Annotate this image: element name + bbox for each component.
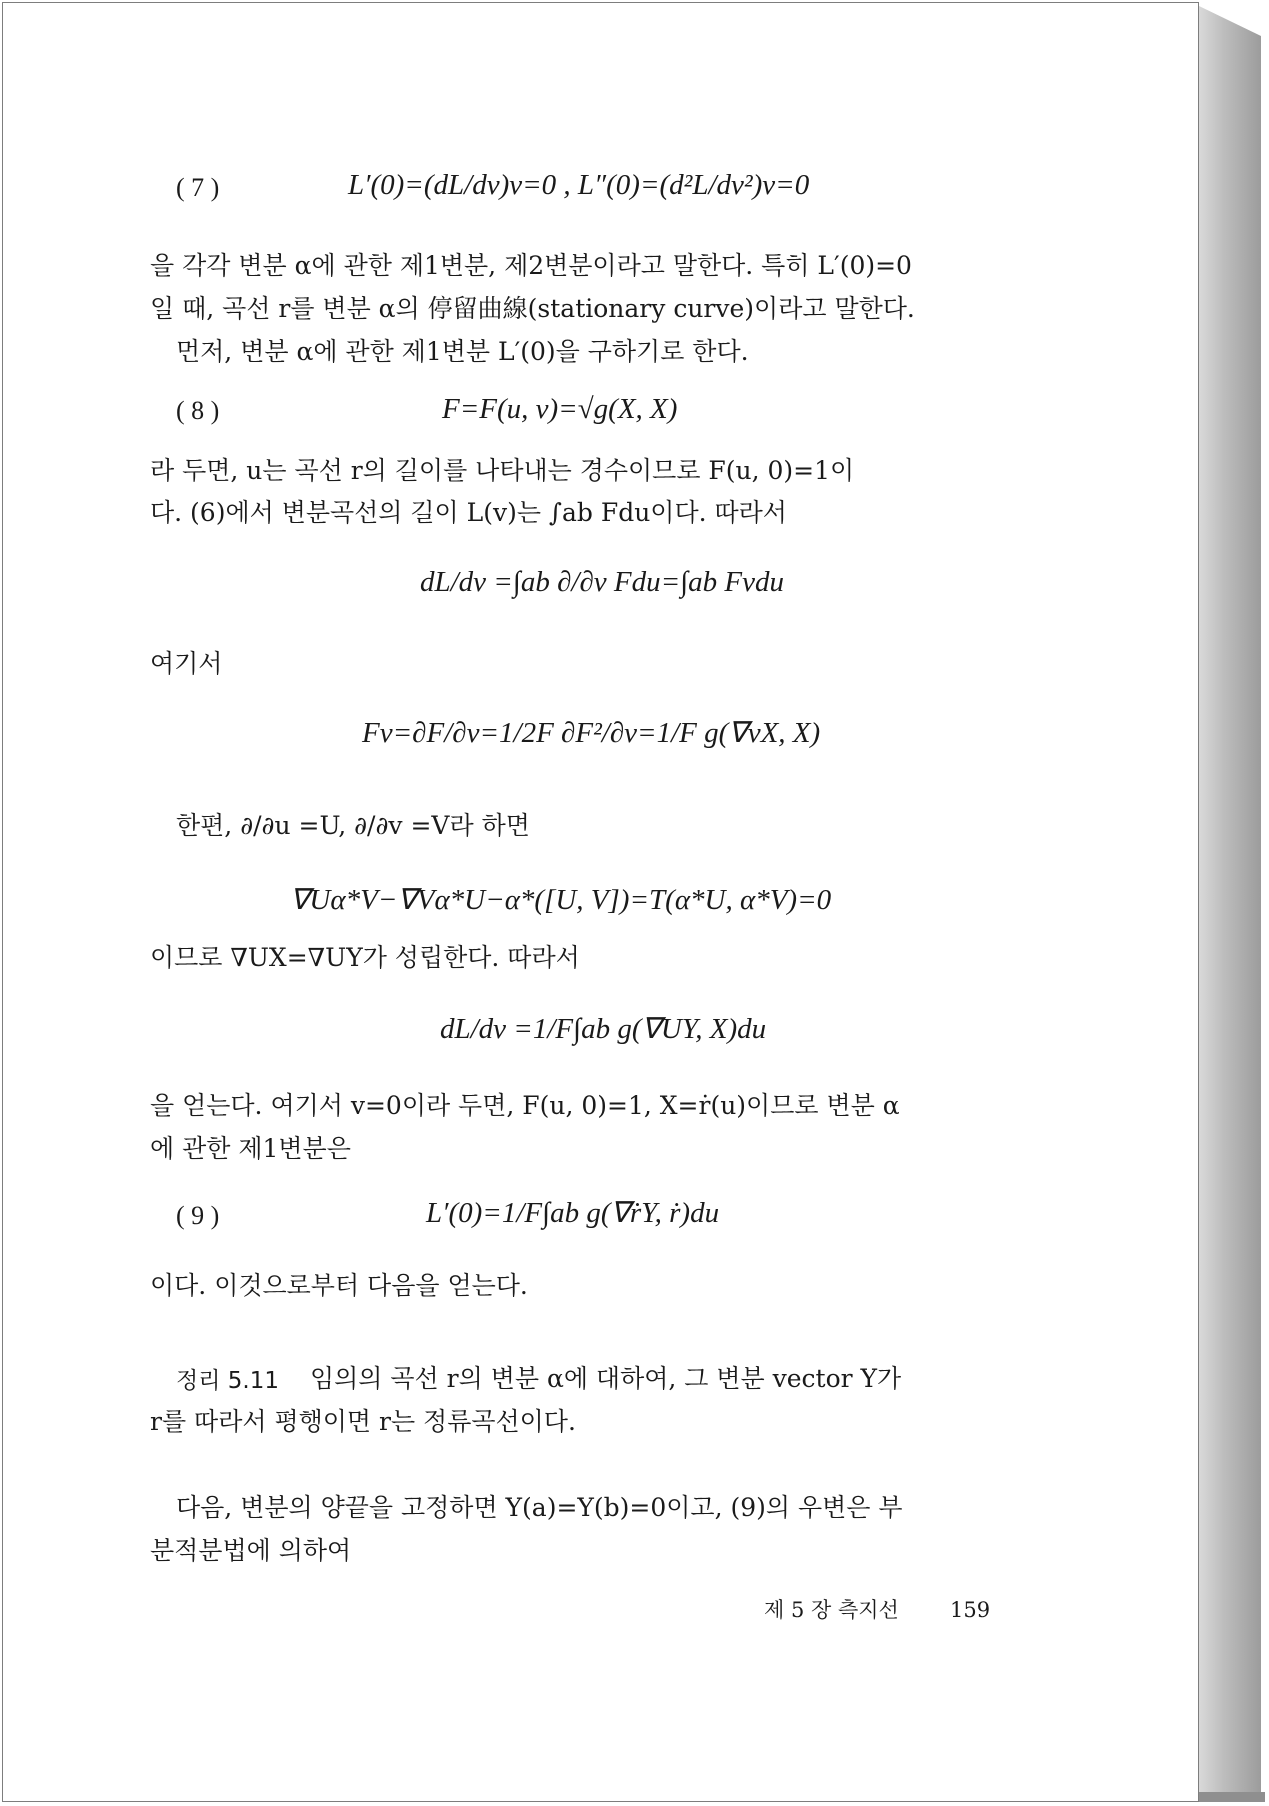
equation-torsion: ∇Uα*V−∇Vα*U−α*([U, V])=T(α*U, α*V)=0 (290, 884, 832, 916)
paragraph-3-line-1: 라 두면, u는 곡선 r의 길이를 나타내는 경수이므로 F(u, 0)=1이 (150, 456, 855, 485)
equation-dL-dv-result: dL/dv =1/F∫ab g(∇UY, X)du (440, 1013, 767, 1045)
footer-chapter: 제 5 장 측지선 (764, 1598, 899, 1622)
footer-page-number: 159 (950, 1598, 991, 1622)
paragraph-4: 여기서 (150, 649, 223, 678)
paragraph-1-line-1: 을 각각 변분 α에 관한 제1변분, 제2변분이라고 말한다. 특히 L′(0)=0 (150, 251, 912, 280)
page-edge (1199, 6, 1261, 1800)
paragraph-2: 먼저, 변분 α에 관한 제1변분 L′(0)을 구하기로 한다. (176, 337, 749, 366)
equation-8-label: ( 8 ) (176, 396, 220, 425)
paragraph-7-line-1: 을 얻는다. 여기서 v=0이라 두면, F(u, 0)=1, X=ṙ(u)이므로 변분 α (150, 1091, 900, 1120)
equation-Fv: Fv=∂F/∂v=1/2F ∂F²/∂v=1/F g(∇vX, X) (362, 717, 821, 749)
page-edge-shadow (1199, 1792, 1265, 1802)
paragraph-1-line-2: 일 때, 곡선 r를 변분 α의 停留曲線(stationary curve)이라고 말한다. (150, 294, 915, 323)
equation-7: L′(0)=(dL/dv)v=0 , L″(0)=(d²L/dv²)v=0 (348, 169, 810, 201)
equation-7-label: ( 7 ) (176, 173, 220, 202)
theorem-line-2: r를 따라서 평행이면 r는 정류곡선이다. (150, 1407, 576, 1436)
equation-8: F=F(u, v)=√g(X, X) (442, 393, 678, 425)
paragraph-8: 이다. 이것으로부터 다음을 얻는다. (150, 1271, 528, 1300)
paragraph-7-line-2: 에 관한 제1변분은 (150, 1134, 351, 1163)
equation-9: L′(0)=1/F∫ab g(∇ṙY, ṙ)du (426, 1197, 720, 1229)
paragraph-5: 한편, ∂/∂u =U, ∂/∂v =V라 하면 (176, 811, 530, 840)
equation-dL-dv-integral: dL/dv =∫ab ∂/∂v Fdu=∫ab Fvdu (420, 566, 784, 598)
paragraph-6: 이므로 ∇UX=∇UY가 성립한다. 따라서 (150, 943, 580, 972)
theorem-label: 정리 5.11 (176, 1368, 279, 1394)
paragraph-3-line-2: 다. (6)에서 변분곡선의 길이 L(v)는 ∫ab Fdu이다. 따라서 (150, 498, 787, 527)
paragraph-9-line-1: 다음, 변분의 양끝을 고정하면 Y(a)=Y(b)=0이고, (9)의 우변은 부 (176, 1493, 903, 1522)
paragraph-9-line-2: 분적분법에 의하여 (150, 1536, 352, 1565)
equation-9-label: ( 9 ) (176, 1201, 220, 1230)
theorem-line-1: 임의의 곡선 r의 변분 α에 대하여, 그 변분 vector Y가 (310, 1364, 902, 1393)
